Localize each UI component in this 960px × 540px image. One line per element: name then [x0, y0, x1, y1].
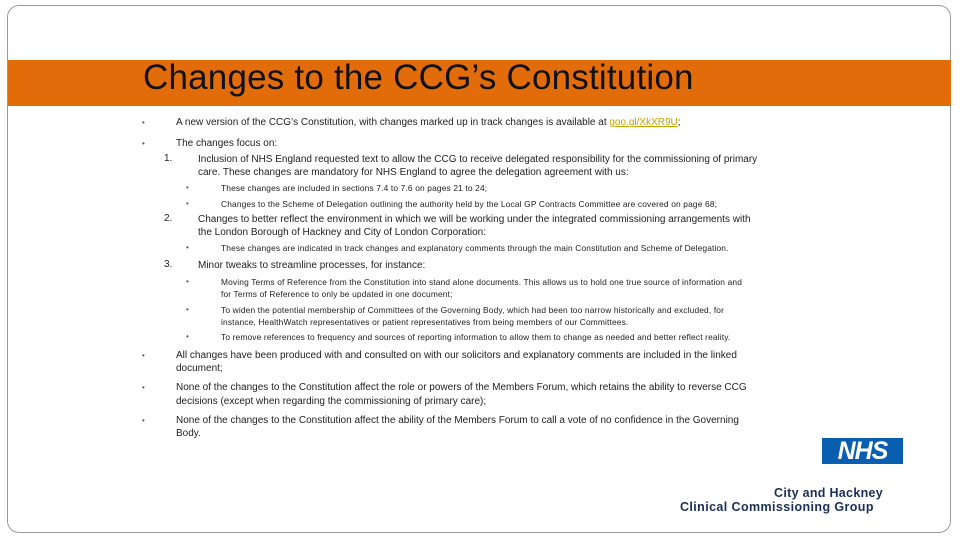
- org-name-line-1: City and Hackney: [774, 486, 884, 500]
- bullet-text: A new version of the CCG’s Constitution, with changes marked up in track changes is available at: [176, 117, 610, 128]
- bullet-no-confidence-line-2: Body.: [176, 428, 201, 439]
- bullet-tail: ;: [677, 117, 681, 128]
- item-2-line-1: Changes to better reflect the environment in which we will be working under the integrated commissioning arrangements with: [198, 214, 751, 225]
- slide-title: Changes to the CCG’s Constitution: [143, 58, 694, 97]
- bullet-marker: •: [142, 416, 145, 425]
- sub-bullet-marker: •: [186, 199, 189, 208]
- bullet-text-new-version: [176, 116, 681, 129]
- bullet-members-forum-line-1: None of the changes to the Constitution affect the role or powers of the Members Forum, which retains the ability to reverse CCG: [176, 382, 747, 393]
- sub-bullet-marker: •: [186, 332, 189, 341]
- sub-bullet-marker: •: [186, 277, 189, 286]
- bullet-solicitors-line-1: All changes have been produced with and consulted on with our solicitors and explanatory comments are included in the linked: [176, 350, 737, 361]
- sub-item-3-2-line-1: To widen the potential membership of Committees of the Governing Body, which had been too narrow historically and excluded, for: [221, 305, 725, 315]
- bullet-members-forum-line-2: decisions (except when regarding the commissioning of primary care);: [176, 396, 487, 407]
- sub-item-3-1-line-2: for Terms of Reference to only be updated in one document;: [221, 289, 453, 299]
- item-number: 3.: [164, 259, 173, 270]
- item-3-line-1: Minor tweaks to streamline processes, for instance:: [198, 260, 426, 271]
- sub-bullet-marker: •: [186, 243, 189, 252]
- sub-item-3-3: To remove references to frequency and sources of reporting information to allow them to change as needed and better reflect reality.: [221, 332, 731, 342]
- bullet-marker: •: [142, 118, 145, 127]
- item-number: 1.: [164, 153, 173, 164]
- bullet-solicitors-line-2: document;: [176, 363, 223, 374]
- bullet-marker: •: [142, 351, 145, 360]
- sub-item-3-2-line-2: instance, HealthWatch representatives or patient representatives from being members of our Committees.: [221, 317, 629, 327]
- sub-bullet-marker: •: [186, 183, 189, 192]
- org-name-line-2: Clinical Commissioning Group: [680, 500, 874, 514]
- bullet-marker: •: [142, 383, 145, 392]
- sub-item-1-2: Changes to the Scheme of Delegation outlining the authority held by the Local GP Contracts Committee are covered on page 68;: [221, 199, 718, 209]
- sub-item-1-1: These changes are included in sections 7.4 to 7.6 on pages 21 to 24;: [221, 183, 488, 193]
- sub-item-2-1: These changes are indicated in track changes and explanatory comments through the main Constitution and Scheme of Delegation.: [221, 243, 729, 253]
- item-number: 2.: [164, 213, 173, 224]
- constitution-link[interactable]: goo.gl/XkXR9U: [609, 117, 678, 128]
- bullet-no-confidence-line-1: None of the changes to the Constitution affect the ability of the Members Forum to call a vote of no confidence in the Governing: [176, 415, 739, 426]
- sub-item-3-1-line-1: Moving Terms of Reference from the Constitution into stand alone documents. This allows us to hold one true source of information and: [221, 277, 743, 287]
- item-1-line-1: Inclusion of NHS England requested text to allow the CCG to receive delegated responsibility for the commissioning of primary: [198, 154, 758, 165]
- bullet-text-changes-focus: The changes focus on:: [176, 138, 278, 149]
- item-2-line-2: the London Borough of Hackney and City of London Corporation:: [198, 227, 486, 238]
- nhs-logo: NHS: [822, 438, 903, 464]
- sub-bullet-marker: •: [186, 305, 189, 314]
- item-1-line-2: care. These changes are mandatory for NHS England to agree the delegation agreement with us:: [198, 167, 629, 178]
- bullet-marker: •: [142, 139, 145, 148]
